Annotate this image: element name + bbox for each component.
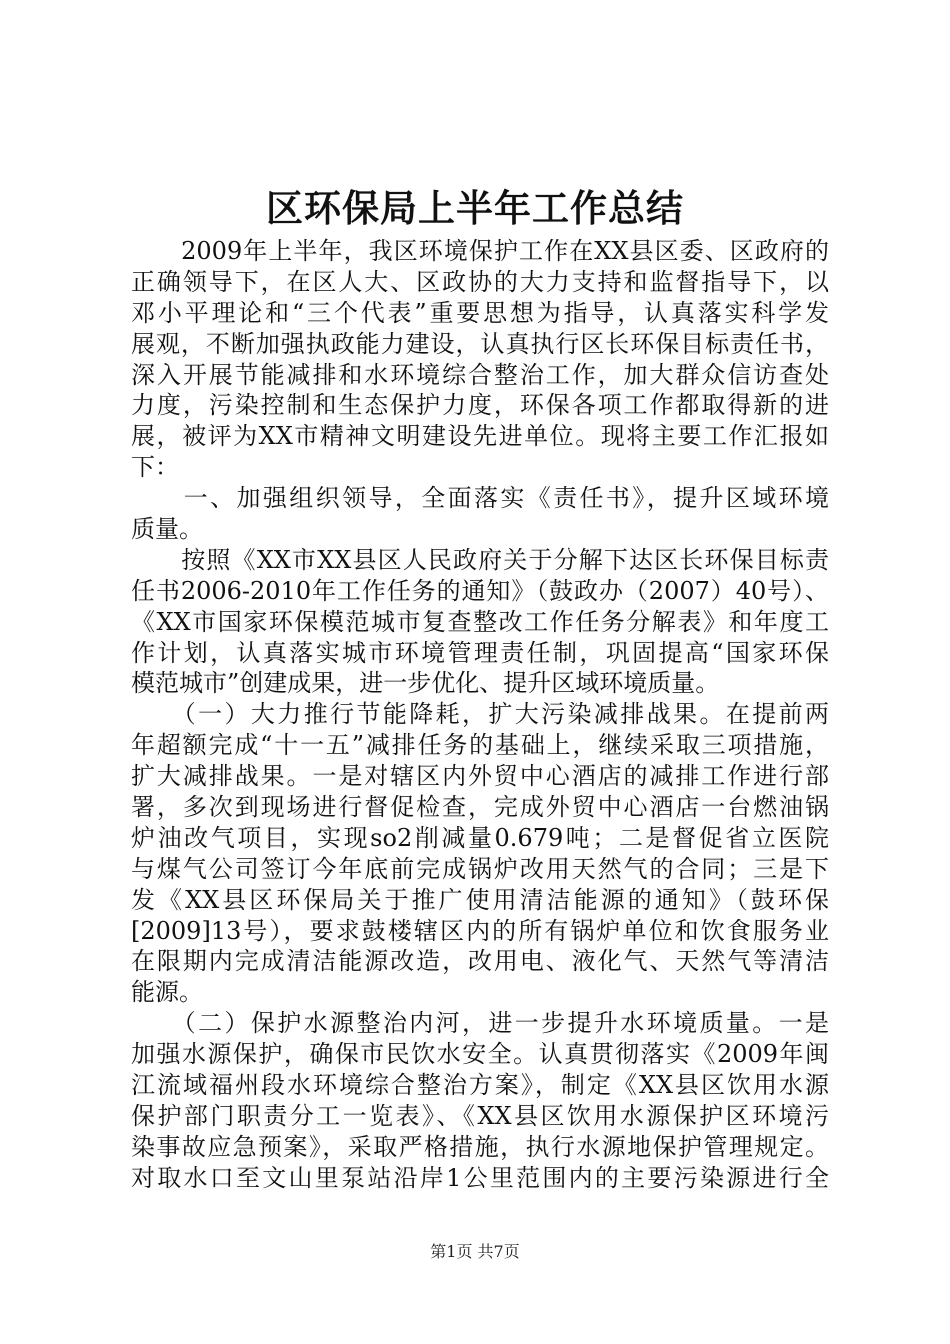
text-line: 年超额完成“十一五”减排任务的基础上，继续采取三项措施， <box>131 731 829 760</box>
text-line: 按照《XX市XX县区人民政府关于分解下达区长环保目标责 <box>131 545 829 574</box>
text-line: 在限期内完成清洁能源改造，改用电、液化气、天然气等清洁 <box>131 947 829 976</box>
text-line: 署，多次到现场进行督促检查，完成外贸中心酒店一台燃油锅 <box>131 793 829 822</box>
text-line: 染事故应急预案》，采取严格措施，执行水源地保护管理规定。 <box>131 1132 829 1161</box>
text-line: 力度，污染控制和生态保护力度，环保各项工作都取得新的进 <box>131 391 829 420</box>
text-line: 展，被评为XX市精神文明建设先进单位。现将主要工作汇报如 <box>131 422 829 451</box>
text-line: 扩大减排战果。一是对辖区内外贸中心酒店的减排工作进行部 <box>131 762 829 791</box>
text-line: 对取水口至文山里泵站沿岸1公里范围内的主要污染源进行全 <box>131 1163 829 1192</box>
text-line: [2009]13号），要求鼓楼辖区内的所有锅炉单位和饮食服务业 <box>131 916 829 945</box>
text-line: 《XX市国家环保模范城市复查整改工作任务分解表》和年度工 <box>131 607 829 636</box>
text-line: 任书2006-2010年工作任务的通知》（鼓政办（2007）40号）、 <box>131 576 829 605</box>
text-line: 下： <box>131 453 179 482</box>
text-line: 2009年上半年，我区环境保护工作在XX县区委、区政府的 <box>131 237 829 265</box>
text-line: 与煤气公司签订今年底前完成锅炉改用天然气的合同；三是下 <box>131 854 829 883</box>
document-body <box>131 236 829 1194</box>
text-line: 邓小平理论和“三个代表”重要思想为指导，认真落实科学发 <box>131 298 829 327</box>
text-line: （二）保护水源整治内河，进一步提升水环境质量。一是 <box>131 1009 829 1038</box>
text-line: 质量。 <box>131 515 203 544</box>
text-line: 一、加强组织领导，全面落实《责任书》，提升区域环境 <box>131 484 829 513</box>
page-number-footer: 第1页 共7页 <box>430 1242 520 1261</box>
text-line: （一）大力推行节能降耗，扩大污染减排战果。在提前两 <box>131 700 829 729</box>
text-line: 能源。 <box>131 978 203 1007</box>
text-line: 保护部门职责分工一览表》、《XX县区饮用水源保护区环境污 <box>131 1101 829 1130</box>
document-title: 区环保局上半年工作总结 <box>266 186 684 230</box>
text-line: 江流域福州段水环境综合整治方案》，制定《XX县区饮用水源 <box>131 1071 829 1100</box>
text-line: 展观，不断加强执政能力建设，认真执行区长环保目标责任书， <box>131 329 829 358</box>
text-line: 模范城市”创建成果，进一步优化、提升区域环境质量。 <box>131 669 720 698</box>
text-line: 正确领导下，在区人大、区政协的大力支持和监督指导下，以 <box>131 267 829 296</box>
text-line: 炉油改气项目，实现so2削减量0.679吨；二是督促省立医院 <box>131 823 829 852</box>
text-line: 发《XX县区环保局关于推广使用清洁能源的通知》（鼓环保 <box>131 885 829 914</box>
text-line: 加强水源保护，确保市民饮水安全。认真贯彻落实《2009年闽 <box>131 1040 829 1069</box>
text-line: 深入开展节能减排和水环境综合整治工作，加大群众信访查处 <box>131 360 829 389</box>
text-line: 作计划，认真落实城市环境管理责任制，巩固提高“国家环保 <box>131 638 829 667</box>
